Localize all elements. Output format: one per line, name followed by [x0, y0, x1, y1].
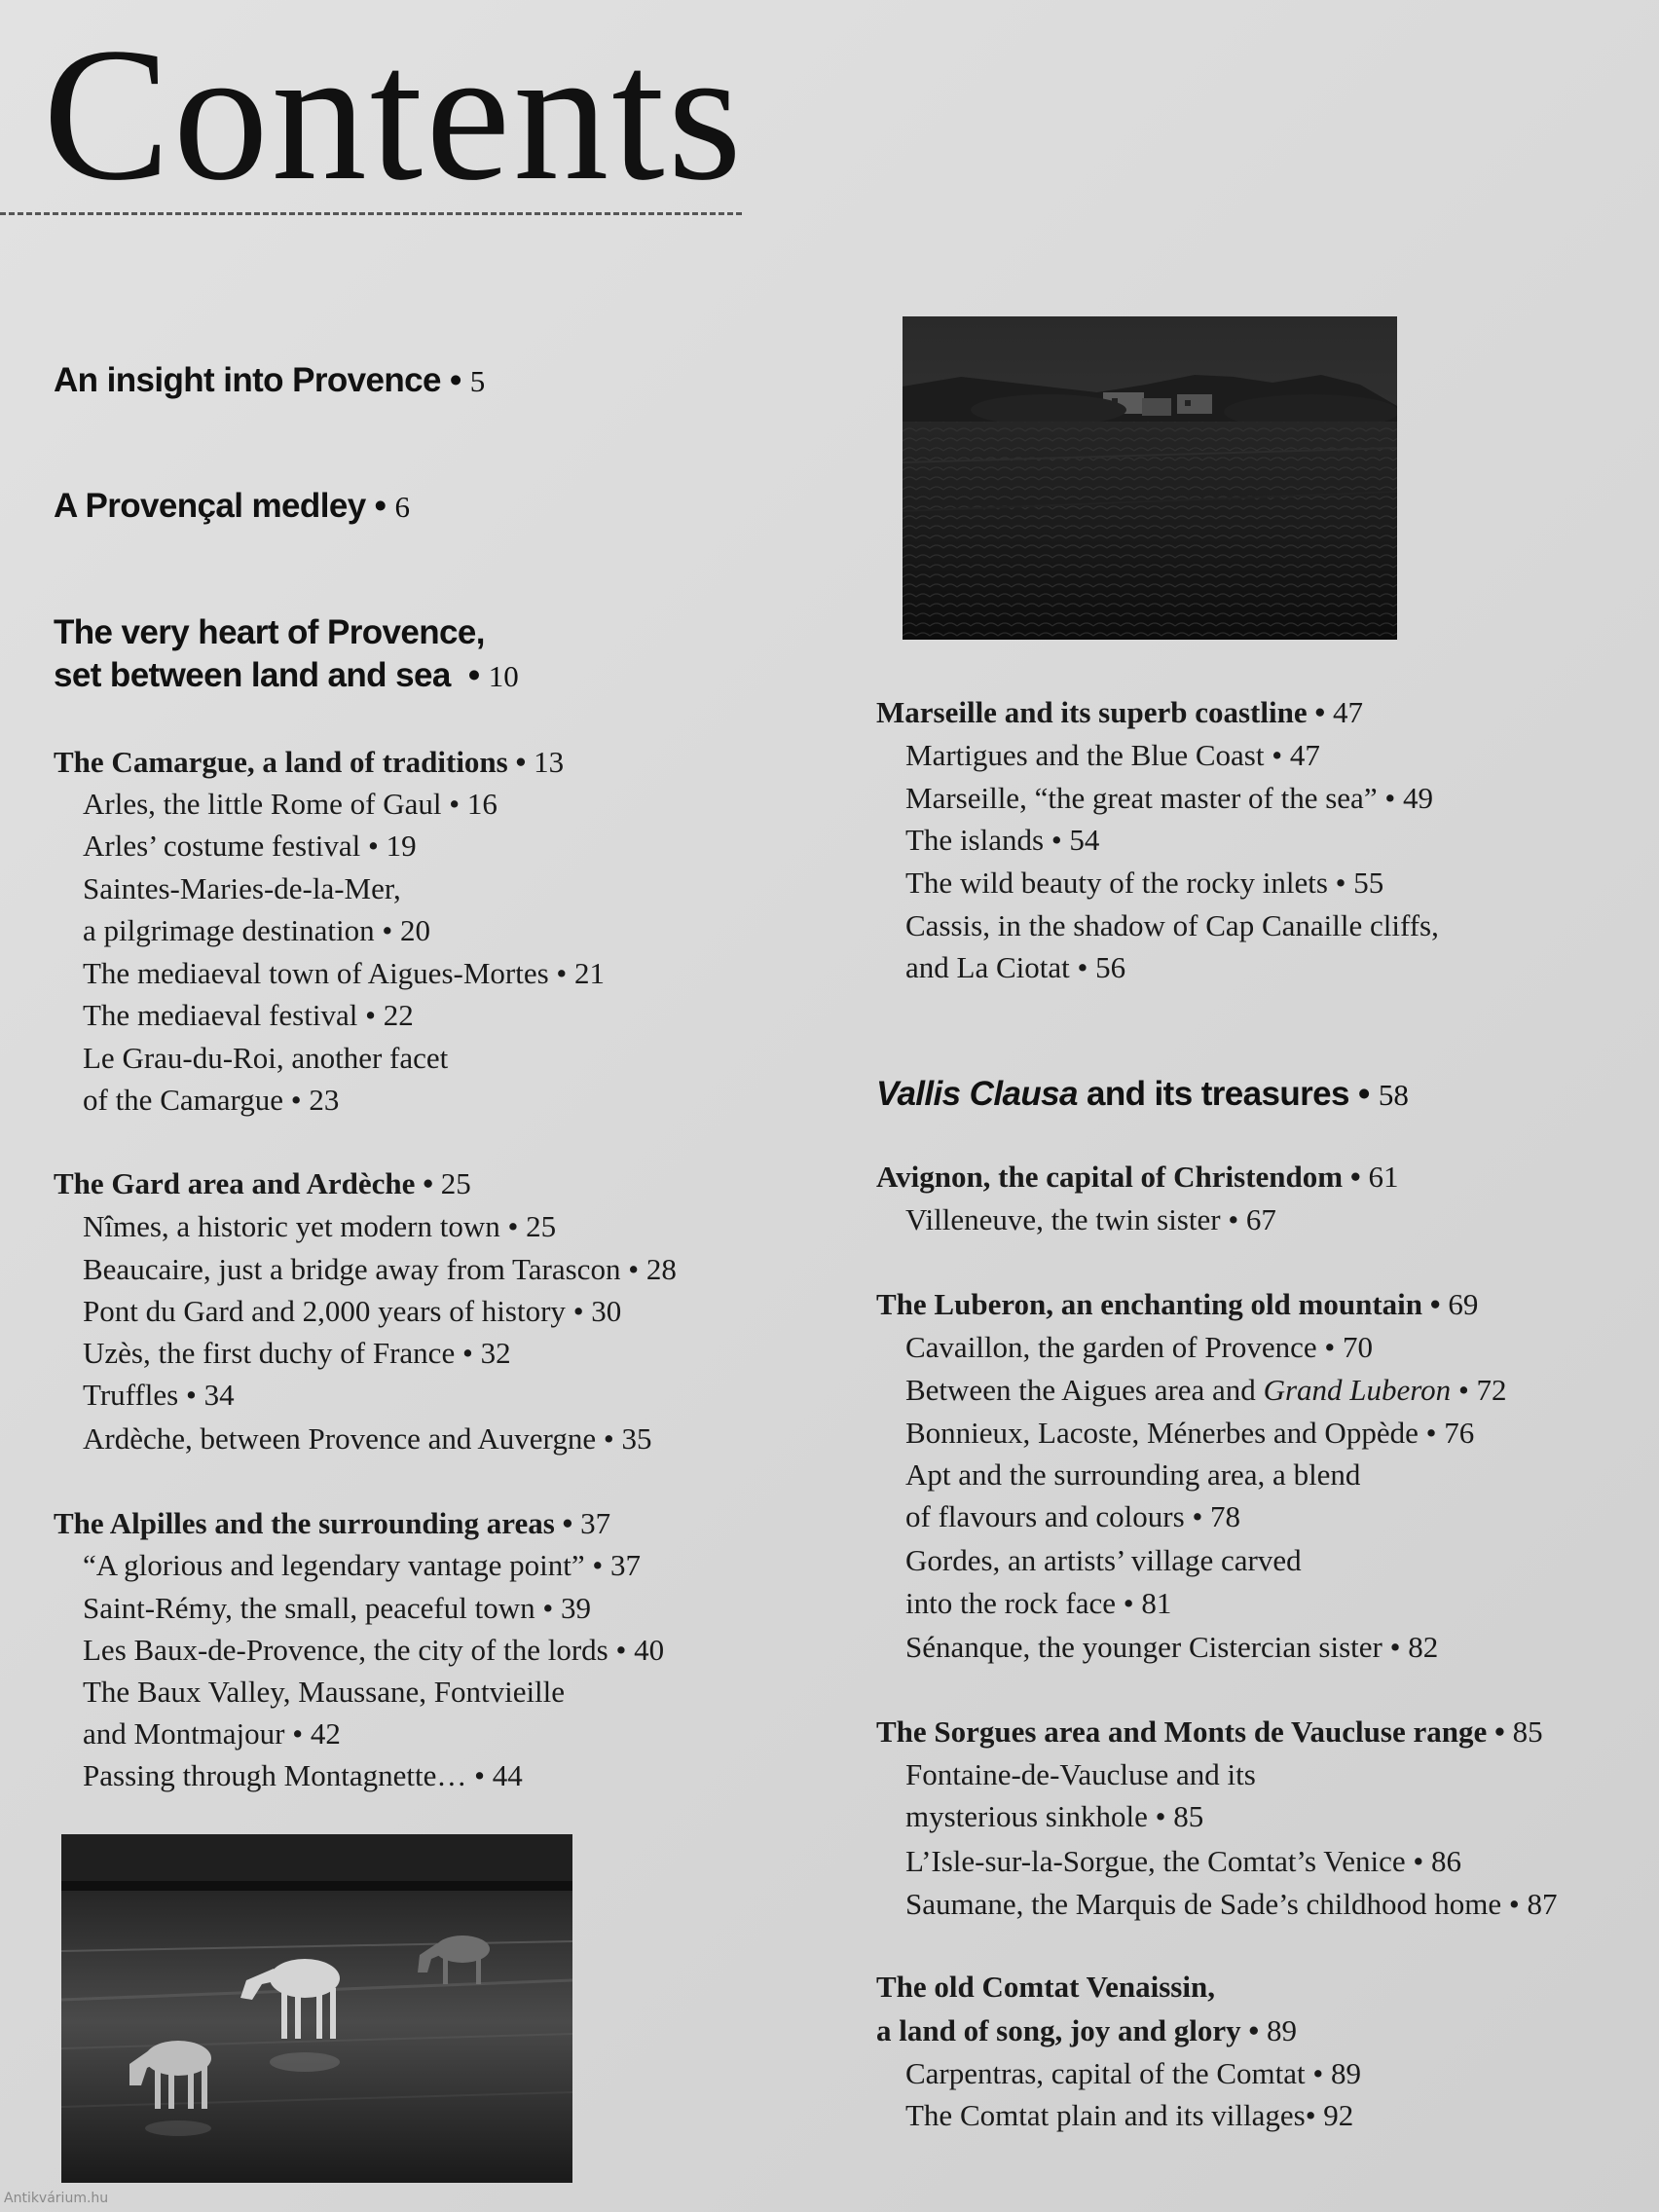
toc-item[interactable]: Truffles • 34	[83, 1378, 235, 1412]
toc-section-heart-line1[interactable]: The very heart of Provence,	[54, 613, 485, 651]
toc-item-line1[interactable]: Le Grau-du-Roi, another facet	[83, 1041, 449, 1075]
toc-section-vallis-clausa[interactable]: Vallis Clausa and its treasures • 58	[876, 1075, 1409, 1113]
toc-item[interactable]: Beaucaire, just a bridge away from Tarascon • 28	[83, 1252, 677, 1286]
toc-item-line1[interactable]: Cassis, in the shadow of Cap Canaille cliffs,	[905, 908, 1439, 942]
toc-item[interactable]: Les Baux-de-Provence, the city of the lords • 40	[83, 1633, 665, 1667]
toc-item[interactable]: Ardèche, between Provence and Auvergne • 35	[83, 1421, 652, 1456]
toc-item-line2[interactable]: of the Camargue • 23	[83, 1083, 340, 1117]
horses-image	[61, 1834, 572, 2183]
toc-item-line1[interactable]: Apt and the surrounding area, a blend	[905, 1457, 1361, 1492]
toc-section-insight[interactable]: An insight into Provence • 5	[54, 361, 486, 399]
toc-item[interactable]: L’Isle-sur-la-Sorgue, the Comtat’s Venice • 86	[905, 1844, 1462, 1878]
toc-item[interactable]: Arles’ costume festival • 19	[83, 829, 417, 863]
toc-item-line1[interactable]: Saintes-Maries-de-la-Mer,	[83, 871, 401, 905]
toc-item[interactable]: Arles, the little Rome of Gaul • 16	[83, 787, 498, 821]
toc-item[interactable]: Martigues and the Blue Coast • 47	[905, 738, 1320, 772]
toc-item[interactable]: Marseille, “the great master of the sea” • 49	[905, 781, 1433, 815]
toc-section-luberon[interactable]: The Luberon, an enchanting old mountain • 69	[876, 1287, 1479, 1321]
toc-section-comtat-line2[interactable]: a land of song, joy and glory • 89	[876, 2013, 1298, 2047]
toc-item[interactable]: Between the Aigues area and Grand Luberon • 72	[905, 1373, 1507, 1407]
toc-item-line2[interactable]: a pilgrimage destination • 20	[83, 913, 430, 947]
toc-item[interactable]: Nîmes, a historic yet modern town • 25	[83, 1209, 557, 1243]
toc-item-line2[interactable]: mysterious sinkhole • 85	[905, 1799, 1204, 1833]
toc-item-line2[interactable]: into the rock face • 81	[905, 1586, 1172, 1620]
toc-item[interactable]: Saint-Rémy, the small, peaceful town • 39	[83, 1591, 591, 1625]
toc-item[interactable]: The mediaeval festival • 22	[83, 998, 414, 1032]
toc-item[interactable]: The islands • 54	[905, 823, 1100, 857]
title-dashed-rule	[0, 212, 742, 215]
toc-section-camargue[interactable]: The Camargue, a land of traditions • 13	[54, 745, 565, 779]
toc-item-line1[interactable]: Gordes, an artists’ village carved	[905, 1543, 1302, 1577]
camargue-horses-photo	[61, 1834, 572, 2183]
toc-item-line1[interactable]: The Baux Valley, Maussane, Fontvieille	[83, 1675, 566, 1709]
toc-item[interactable]: Bonnieux, Lacoste, Ménerbes and Oppède • 76	[905, 1416, 1475, 1450]
toc-item[interactable]: Pont du Gard and 2,000 years of history • 30	[83, 1294, 622, 1328]
toc-item[interactable]: Cavaillon, the garden of Provence • 70	[905, 1330, 1374, 1364]
toc-item[interactable]: The mediaeval town of Aigues-Mortes • 21	[83, 956, 606, 990]
toc-section-alpilles[interactable]: The Alpilles and the surrounding areas • 37	[54, 1506, 611, 1540]
toc-item[interactable]: Villeneuve, the twin sister • 67	[905, 1202, 1276, 1236]
toc-item[interactable]: Saumane, the Marquis de Sade’s childhood home • 87	[905, 1887, 1558, 1921]
toc-section-heart-line2[interactable]: set between land and sea • 10	[54, 656, 519, 694]
toc-item[interactable]: “A glorious and legendary vantage point” • 37	[83, 1548, 642, 1582]
toc-item-line2[interactable]: and La Ciotat • 56	[905, 950, 1126, 984]
toc-section-avignon[interactable]: Avignon, the capital of Christendom • 61	[876, 1160, 1399, 1194]
toc-section-sorgues[interactable]: The Sorgues area and Monts de Vaucluse range • 85	[876, 1714, 1543, 1749]
toc-item[interactable]: The wild beauty of the rocky inlets • 55	[905, 866, 1384, 900]
page-title: Contents	[43, 9, 745, 220]
toc-section-comtat-line1[interactable]: The old Comtat Venaissin,	[876, 1970, 1215, 2004]
landscape-image	[903, 316, 1397, 640]
toc-section-marseille[interactable]: Marseille and its superb coastline • 47	[876, 695, 1363, 729]
toc-item-line2[interactable]: and Montmajour • 42	[83, 1716, 341, 1751]
toc-section-medley[interactable]: A Provençal medley • 6	[54, 487, 410, 525]
toc-item[interactable]: Carpentras, capital of the Comtat • 89	[905, 2056, 1361, 2090]
toc-section-gard[interactable]: The Gard area and Ardèche • 25	[54, 1166, 471, 1200]
toc-item[interactable]: Sénanque, the younger Cistercian sister • 82	[905, 1630, 1439, 1664]
watermark: Antikvárium.hu	[4, 2191, 109, 2206]
village-landscape-photo	[903, 316, 1397, 640]
toc-item-line2[interactable]: of flavours and colours • 78	[905, 1499, 1241, 1533]
toc-item-line1[interactable]: Fontaine-de-Vaucluse and its	[905, 1757, 1256, 1791]
toc-item[interactable]: The Comtat plain and its villages• 92	[905, 2098, 1354, 2132]
toc-item[interactable]: Uzès, the first duchy of France • 32	[83, 1336, 511, 1370]
toc-item[interactable]: Passing through Montagnette… • 44	[83, 1758, 523, 1792]
